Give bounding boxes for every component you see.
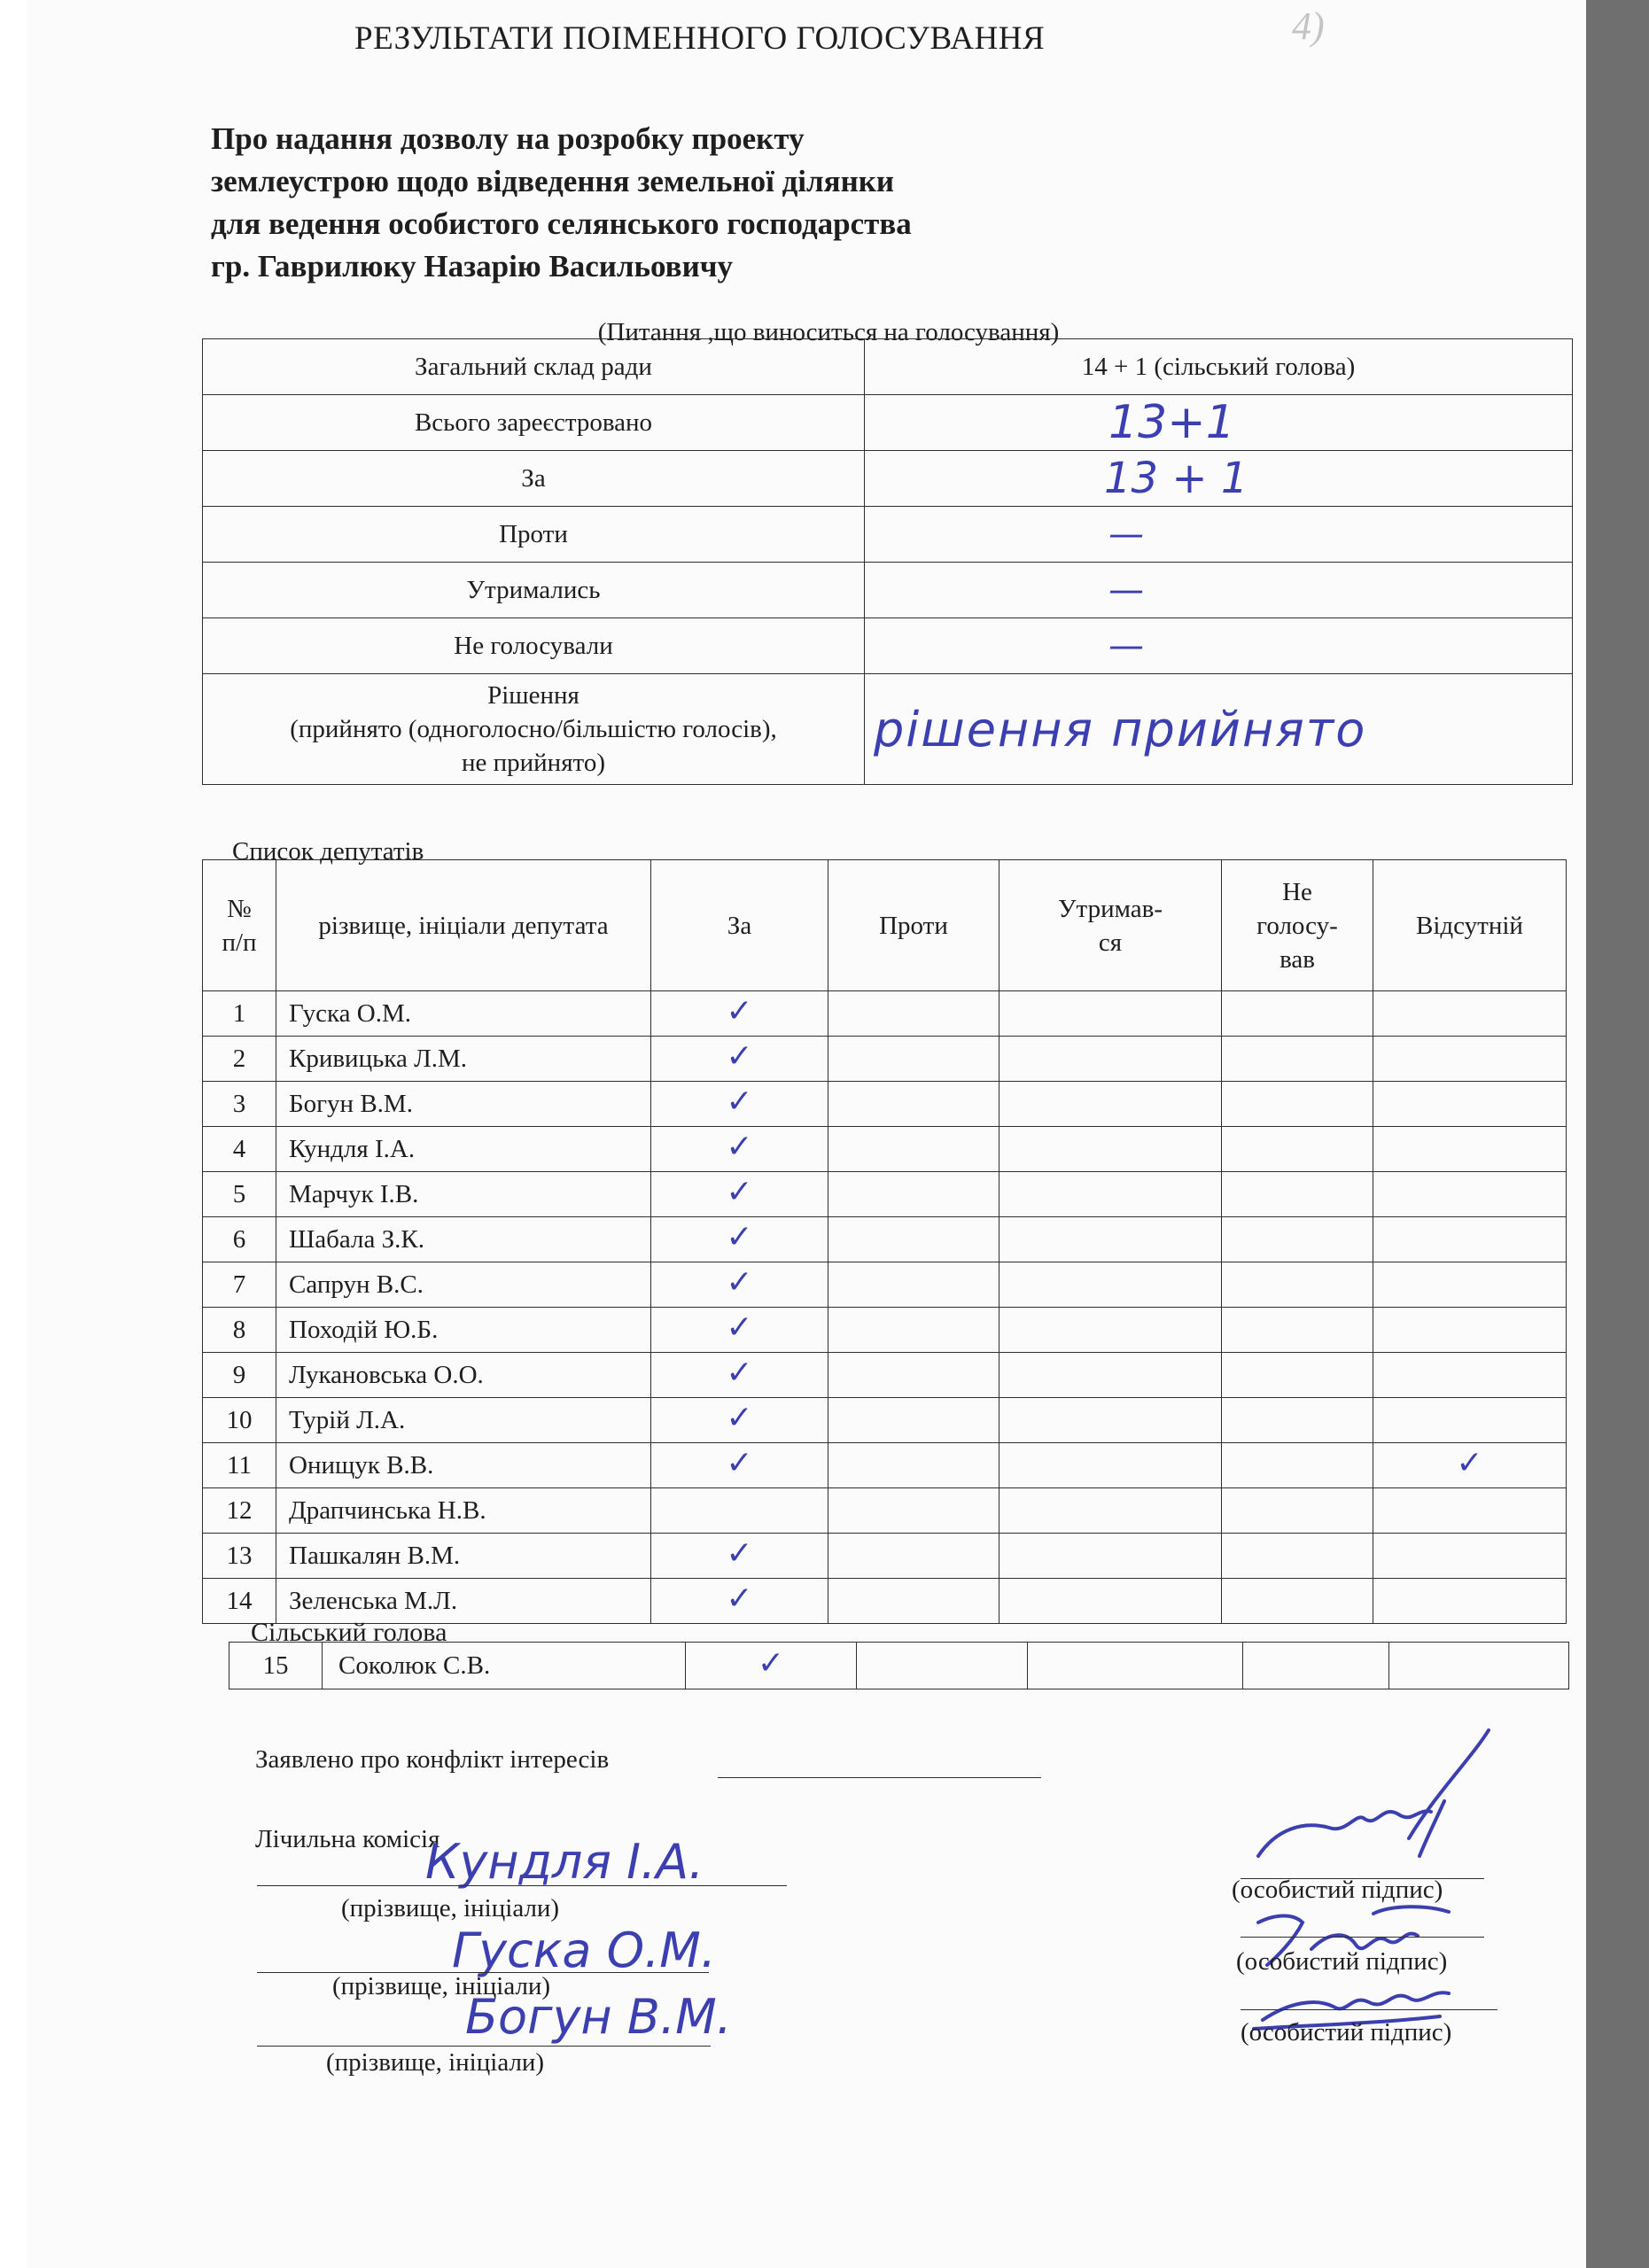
header-abstained-line-2: ся (1098, 928, 1123, 957)
commission-name-caption-3: (прізвище, ініціали) (326, 2048, 545, 2077)
header-abstained (1000, 860, 1222, 991)
deputy-num: 10 (203, 1398, 276, 1443)
deputy-row (203, 1398, 1567, 1443)
vote-not-voted-cell (1222, 1262, 1373, 1308)
page-title: РЕЗУЛЬТАТИ ПОІМЕННОГО ГОЛОСУВАННЯ (354, 20, 1046, 57)
decision-cell (865, 674, 1573, 785)
vote-for-cell (651, 1308, 828, 1353)
deputy-num: 8 (203, 1308, 276, 1353)
vote-against-cell (828, 1172, 1000, 1217)
vote-not-voted-cell (1222, 1308, 1373, 1353)
vote-abstained-cell (1000, 1398, 1222, 1443)
vote-not-voted-cell (1222, 1127, 1373, 1172)
deputies-header-row (203, 860, 1567, 991)
check-icon: ✓ (726, 1084, 753, 1120)
deputy-name: Пашкалян В.М. (276, 1534, 651, 1579)
vote-against-cell (828, 1308, 1000, 1353)
check-icon: ✓ (757, 1645, 785, 1682)
voting-subject (211, 118, 912, 288)
deputies-table (202, 859, 1567, 1624)
page-tag: 4) (1292, 4, 1325, 48)
check-icon: ✓ (726, 1038, 753, 1075)
sign-caption-1: (особистий підпис) (1232, 1876, 1443, 1904)
deputy-name: Богун В.М. (276, 1082, 651, 1127)
commission-name-line-3 (257, 2046, 711, 2047)
decision-label (203, 674, 865, 785)
vote-absent-cell (1373, 1443, 1567, 1488)
deputy-row (203, 1262, 1567, 1308)
vote-not-voted-cell (1222, 1037, 1373, 1082)
registered-label: Всього зареєстровано (203, 395, 865, 451)
deputy-num: 9 (203, 1353, 276, 1398)
check-icon: ✓ (726, 1129, 753, 1165)
check-icon: ✓ (726, 1445, 753, 1481)
head-for-cell (686, 1643, 857, 1689)
vote-for-cell (651, 1217, 828, 1262)
deputy-num: 7 (203, 1262, 276, 1308)
head-row (229, 1643, 1569, 1689)
subject-line-2: землеустрою щодо відведення земельної ділянки (211, 164, 895, 198)
decision-value: рішення прийнято (874, 701, 1367, 757)
vote-abstained-cell (1000, 1308, 1222, 1353)
summary-row-against (203, 507, 1573, 563)
check-icon: ✓ (726, 1174, 753, 1210)
head-caption: Сільський голова (251, 1618, 447, 1647)
deputy-name: Лукановська О.О. (276, 1353, 651, 1398)
vote-not-voted-cell (1222, 1217, 1373, 1262)
abstained-value: — (1108, 570, 1144, 610)
deputy-num: 6 (203, 1217, 276, 1262)
deputies-body (203, 991, 1567, 1624)
for-label: За (203, 451, 865, 507)
summary-row-decision (203, 674, 1573, 785)
deputy-num: 12 (203, 1488, 276, 1534)
against-cell (865, 507, 1573, 563)
vote-abstained-cell (1000, 1534, 1222, 1579)
check-icon: ✓ (726, 1219, 753, 1255)
signature-1 (1223, 1723, 1515, 1865)
vote-for-cell (651, 1398, 828, 1443)
vote-absent-cell (1373, 1172, 1567, 1217)
check-icon: ✓ (726, 993, 753, 1029)
deputy-name: Шабала З.К. (276, 1217, 651, 1262)
head-name: Соколюк С.В. (323, 1643, 686, 1689)
vote-against-cell (828, 1037, 1000, 1082)
vote-absent-cell (1373, 1082, 1567, 1127)
vote-absent-cell (1373, 1127, 1567, 1172)
abstained-cell (865, 563, 1573, 618)
check-icon: ✓ (726, 1400, 753, 1436)
vote-abstained-cell (1000, 991, 1222, 1037)
head-abstained-cell (1028, 1643, 1243, 1689)
vote-against-cell (828, 1488, 1000, 1534)
deputy-row (203, 1082, 1567, 1127)
registered-cell (865, 395, 1573, 451)
decision-label-line-3: не прийнято) (461, 749, 605, 777)
vote-not-voted-cell (1222, 991, 1373, 1037)
vote-abstained-cell (1000, 1217, 1222, 1262)
commission-name-3: Богун В.М. (465, 1989, 732, 2045)
vote-absent-cell (1373, 1037, 1567, 1082)
deputy-row (203, 1353, 1567, 1398)
vote-not-voted-cell (1222, 1579, 1373, 1624)
vote-for-cell (651, 991, 828, 1037)
header-against: Проти (828, 860, 1000, 991)
summary-row-registered (203, 395, 1573, 451)
deputy-num: 2 (203, 1037, 276, 1082)
vote-absent-cell (1373, 1534, 1567, 1579)
sign-line-3 (1241, 2009, 1497, 2010)
vote-absent-cell (1373, 1353, 1567, 1398)
vote-for-cell (651, 1534, 828, 1579)
vote-absent-cell (1373, 1398, 1567, 1443)
subject-line-4: гр. Гаврилюку Назарію Васильовичу (211, 249, 733, 284)
commission-name-2: Гуска О.М. (452, 1922, 717, 1978)
vote-for-cell (651, 1172, 828, 1217)
vote-against-cell (828, 1217, 1000, 1262)
vote-against-cell (828, 991, 1000, 1037)
deputy-row (203, 991, 1567, 1037)
composition-label: Загальний склад ради (203, 339, 865, 395)
vote-abstained-cell (1000, 1037, 1222, 1082)
deputy-row (203, 1217, 1567, 1262)
vote-for-cell (651, 1353, 828, 1398)
sign-caption-2: (особистий підпис) (1236, 1947, 1448, 1976)
header-num-line-2: п/п (222, 928, 257, 957)
vote-for-cell (651, 1082, 828, 1127)
vote-against-cell (828, 1127, 1000, 1172)
header-num-line-1: № (227, 894, 252, 923)
deputy-name: Зеленська М.Л. (276, 1579, 651, 1624)
deputies-caption: Список депутатів (232, 837, 424, 866)
header-num (203, 860, 276, 991)
vote-abstained-cell (1000, 1353, 1222, 1398)
deputy-row (203, 1308, 1567, 1353)
header-name: різвище, ініціали депутата (276, 860, 651, 991)
head-num: 15 (229, 1643, 323, 1689)
deputy-row (203, 1037, 1567, 1082)
head-not-voted-cell (1243, 1643, 1389, 1689)
deputy-num: 13 (203, 1534, 276, 1579)
header-not-voted-line-1: Не (1282, 877, 1312, 906)
summary-row-composition (203, 339, 1573, 395)
vote-against-cell (828, 1443, 1000, 1488)
vote-absent-cell (1373, 991, 1567, 1037)
commission-name-line-1 (257, 1885, 787, 1886)
commission-name-1: Кундля І.А. (425, 1834, 704, 1890)
deputy-num: 14 (203, 1579, 276, 1624)
deputy-row (203, 1172, 1567, 1217)
vote-for-cell (651, 1037, 828, 1082)
deputy-num: 3 (203, 1082, 276, 1127)
decision-label-line-1: Рішення (487, 681, 579, 710)
not-voted-cell (865, 618, 1573, 674)
vote-against-cell (828, 1262, 1000, 1308)
vote-for-cell (651, 1488, 828, 1534)
commission-label: Лічильна комісія (255, 1825, 440, 1853)
vote-abstained-cell (1000, 1082, 1222, 1127)
check-icon: ✓ (1456, 1445, 1483, 1481)
deputy-row (203, 1579, 1567, 1624)
vote-not-voted-cell (1222, 1398, 1373, 1443)
vote-not-voted-cell (1222, 1488, 1373, 1534)
against-label: Проти (203, 507, 865, 563)
deputy-name: Марчук І.В. (276, 1172, 651, 1217)
vote-absent-cell (1373, 1308, 1567, 1353)
abstained-label: Утримались (203, 563, 865, 618)
deputy-num: 5 (203, 1172, 276, 1217)
vote-absent-cell (1373, 1579, 1567, 1624)
check-icon: ✓ (726, 1535, 753, 1572)
vote-abstained-cell (1000, 1488, 1222, 1534)
vote-not-voted-cell (1222, 1353, 1373, 1398)
vote-not-voted-cell (1222, 1534, 1373, 1579)
summary-table (202, 338, 1573, 785)
subject-line-3: для ведення особистого селянського господарства (211, 206, 912, 241)
header-absent: Відсутній (1373, 860, 1567, 991)
vote-abstained-cell (1000, 1127, 1222, 1172)
vote-for-cell (651, 1443, 828, 1488)
deputy-row (203, 1443, 1567, 1488)
vote-absent-cell (1373, 1262, 1567, 1308)
deputy-row (203, 1534, 1567, 1579)
not-voted-value: — (1108, 625, 1144, 666)
vote-against-cell (828, 1579, 1000, 1624)
vote-against-cell (828, 1534, 1000, 1579)
check-icon: ✓ (726, 1355, 753, 1391)
summary-row-abstained (203, 563, 1573, 618)
head-table (229, 1642, 1569, 1689)
vote-for-cell (651, 1579, 828, 1624)
check-icon: ✓ (726, 1264, 753, 1301)
not-voted-label: Не голосували (203, 618, 865, 674)
sign-line-2 (1241, 1937, 1484, 1938)
head-against-cell (857, 1643, 1028, 1689)
deputy-name: Драпчинська Н.В. (276, 1488, 651, 1534)
conflict-line (718, 1777, 1041, 1778)
deputy-name: Походій Ю.Б. (276, 1308, 651, 1353)
check-icon: ✓ (726, 1581, 753, 1617)
vote-abstained-cell (1000, 1579, 1222, 1624)
composition-value: 14 + 1 (сільський голова) (865, 339, 1573, 395)
deputy-name: Онищук В.В. (276, 1443, 651, 1488)
vote-abstained-cell (1000, 1443, 1222, 1488)
registered-value: 13+1 (1108, 396, 1235, 449)
deputy-name: Гуска О.М. (276, 991, 651, 1037)
deputy-name: Сапрун В.С. (276, 1262, 651, 1308)
header-for: За (651, 860, 828, 991)
deputy-row (203, 1488, 1567, 1534)
vote-against-cell (828, 1353, 1000, 1398)
vote-for-cell (651, 1127, 828, 1172)
deputy-name: Турій Л.А. (276, 1398, 651, 1443)
commission-name-caption-2: (прізвище, ініціали) (332, 1972, 551, 2000)
header-not-voted-line-2: голосу- (1256, 911, 1338, 940)
vote-against-cell (828, 1082, 1000, 1127)
deputy-num: 4 (203, 1127, 276, 1172)
vote-abstained-cell (1000, 1172, 1222, 1217)
deputy-num: 1 (203, 991, 276, 1037)
vote-absent-cell (1373, 1488, 1567, 1534)
summary-row-not-voted (203, 618, 1573, 674)
vote-absent-cell (1373, 1217, 1567, 1262)
vote-not-voted-cell (1222, 1172, 1373, 1217)
header-not-voted (1222, 860, 1373, 991)
deputy-name: Кривицька Л.М. (276, 1037, 651, 1082)
head-absent-cell (1389, 1643, 1569, 1689)
vote-not-voted-cell (1222, 1443, 1373, 1488)
scan-edge (0, 0, 27, 2268)
for-cell (865, 451, 1573, 507)
header-not-voted-line-3: вав (1280, 944, 1315, 974)
vote-against-cell (828, 1398, 1000, 1443)
vote-abstained-cell (1000, 1262, 1222, 1308)
for-value: 13 + 1 (1104, 454, 1248, 503)
decision-label-line-2: (прийнято (одноголосно/більшістю голосів), (290, 715, 777, 743)
conflict-label: Заявлено про конфлікт інтересів (255, 1745, 610, 1774)
vote-not-voted-cell (1222, 1082, 1373, 1127)
sign-caption-3: (особистий підпис) (1241, 2018, 1452, 2047)
deputy-name: Кундля І.А. (276, 1127, 651, 1172)
summary-row-for (203, 451, 1573, 507)
header-abstained-line-1: Утримав- (1058, 894, 1163, 923)
commission-name-caption-1: (прізвище, ініціали) (341, 1894, 560, 1922)
vote-for-cell (651, 1262, 828, 1308)
deputy-num: 11 (203, 1443, 276, 1488)
check-icon: ✓ (726, 1309, 753, 1346)
question-caption: (Питання ,що виноситься на голосування) (597, 318, 1060, 346)
against-value: — (1108, 514, 1144, 555)
subject-line-1: Про надання дозволу на розробку проекту (211, 121, 805, 156)
deputy-row (203, 1127, 1567, 1172)
